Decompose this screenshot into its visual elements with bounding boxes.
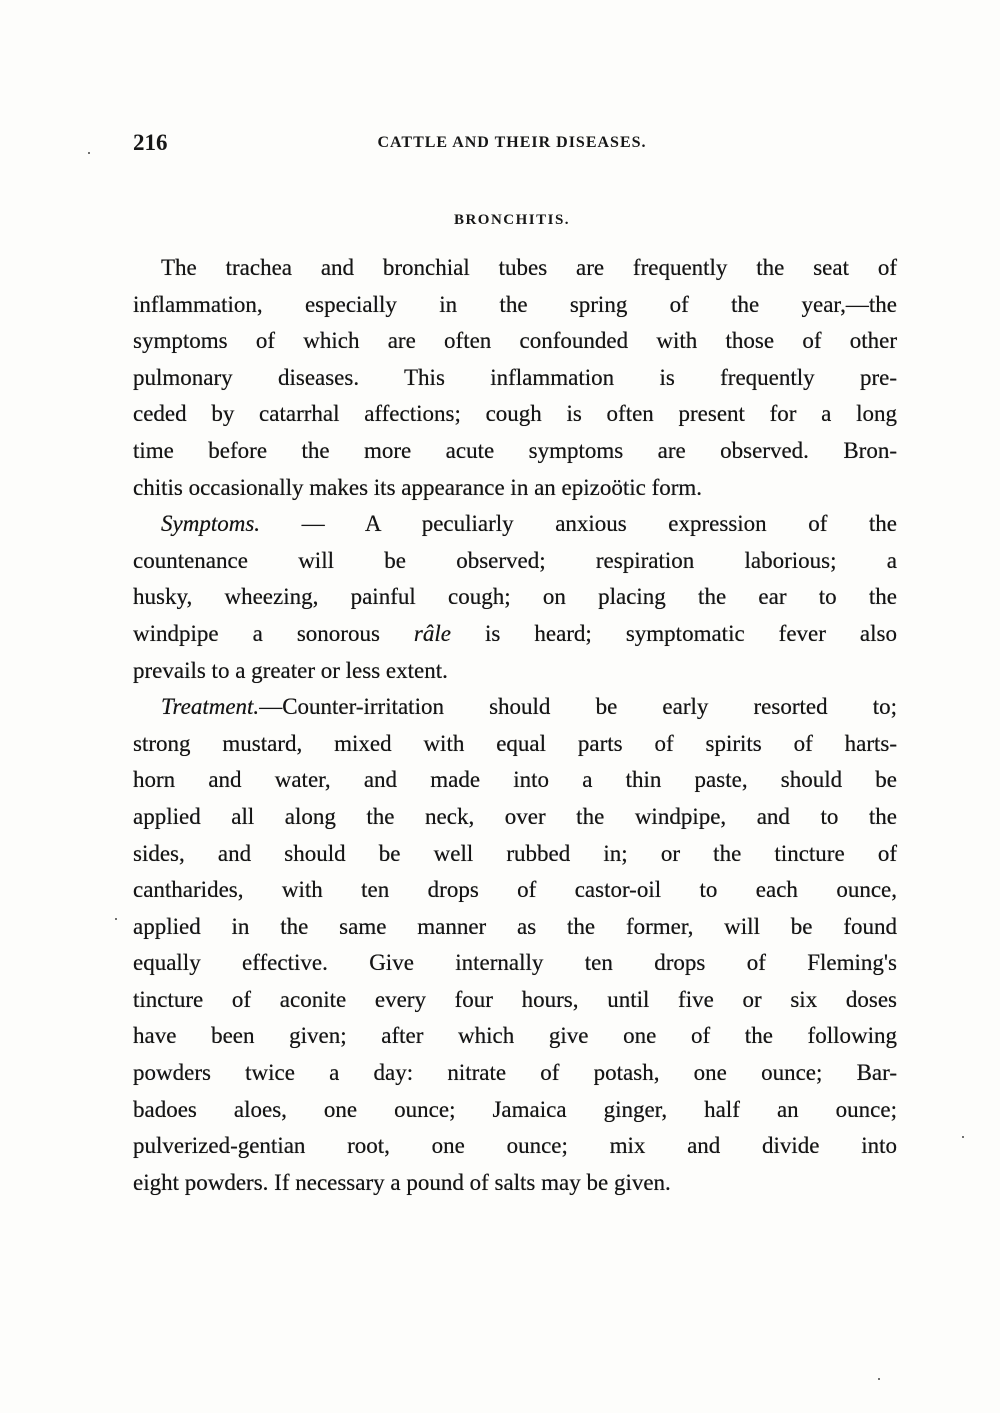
- text-segment: have been given; after which give one of the following: [133, 1023, 897, 1049]
- text-line: [133, 1092, 897, 1129]
- scan-speck: [878, 1378, 880, 1380]
- text-segment: husky, wheezing, painful cough; on placing the ear to the: [133, 584, 897, 610]
- text-segment: horn and water, and made into a thin paste, should be: [133, 767, 897, 793]
- text-line: [133, 323, 897, 360]
- text-segment: badoes aloes, one ounce; Jamaica ginger, half an ounce;: [133, 1096, 897, 1122]
- text-segment: sides, and should be well rubbed in; or the tincture of: [133, 840, 897, 866]
- text-line: [133, 1055, 897, 1092]
- text-segment: — A peculiarly anxious expression of the: [260, 511, 897, 537]
- text-segment: pulmonary diseases. This inflammation is frequently pre-: [133, 364, 897, 390]
- text-line: [133, 1128, 897, 1165]
- text-line: [133, 396, 897, 433]
- scan-speck: [962, 1136, 964, 1138]
- text-segment: tincture of aconite every four hours, until five or six doses: [133, 986, 897, 1012]
- text-segment: is heard; symptomatic fever also: [450, 620, 897, 646]
- italic-text: râle: [413, 620, 451, 646]
- text-line: [133, 1165, 897, 1202]
- text-line: [133, 250, 897, 287]
- text-line: [133, 726, 897, 763]
- text-line: [133, 945, 897, 982]
- text-segment: inflammation, especially in the spring of the year,—the: [133, 291, 897, 317]
- text-line: [133, 1018, 897, 1055]
- text-segment: equally effective. Give internally ten drops of Fleming's: [133, 950, 897, 976]
- text-line: [133, 689, 897, 726]
- text-line: [133, 616, 897, 653]
- text-line: [133, 872, 897, 909]
- text-segment: countenance will be observed; respiration laborious; a: [133, 547, 897, 573]
- text-segment: time before the more acute symptoms are observed. Bron-: [133, 437, 897, 463]
- text-line: [133, 470, 897, 507]
- text-line: [133, 836, 897, 873]
- scan-speck: [88, 152, 90, 154]
- text-segment: applied all along the neck, over the windpipe, and to the: [133, 803, 897, 829]
- text-segment: —Counter-irritation should be early resorted to;: [259, 694, 897, 720]
- text-segment: strong mustard, mixed with equal parts of spirits of harts-: [133, 730, 897, 756]
- text-line: [133, 287, 897, 324]
- text-segment: The trachea and bronchial tubes are frequently the seat of: [161, 255, 897, 280]
- text-line: [133, 799, 897, 836]
- text-segment: symptoms of which are often confounded with those of other: [133, 328, 897, 354]
- running-head: CATTLE AND THEIR DISEASES.: [377, 134, 647, 151]
- text-segment: applied in the same manner as the former, will be found: [133, 913, 897, 939]
- text-line: [133, 433, 897, 470]
- page-number: 216: [133, 130, 168, 155]
- text-segment: chitis occasionally makes its appearance in an epizoötic form.: [133, 474, 703, 500]
- italic-text: Symptoms.: [161, 511, 261, 537]
- body-text: [133, 250, 897, 1201]
- text-line: [133, 543, 897, 580]
- text-line: [133, 653, 897, 690]
- text-segment: pulverized-gentian root, one ounce; mix and divide into: [133, 1133, 897, 1159]
- text-segment: windpipe a sonorous: [133, 620, 414, 646]
- text-line: [133, 579, 897, 616]
- text-line: [133, 506, 897, 543]
- italic-text: Treatment.: [161, 694, 260, 720]
- text-line: [133, 360, 897, 397]
- text-segment: prevails to a greater or less extent.: [133, 657, 448, 683]
- text-line: [133, 762, 897, 799]
- scan-speck: [115, 918, 117, 920]
- text-segment: powders twice a day: nitrate of potash, one ounce; Bar-: [133, 1060, 897, 1086]
- section-heading: BRONCHITIS.: [453, 212, 571, 228]
- text-segment: cantharides, with ten drops of castor-oil to each ounce,: [133, 877, 897, 903]
- text-segment: eight powders. If necessary a pound of salts may be given.: [133, 1169, 671, 1195]
- text-segment: ceded by catarrhal affections; cough is often present for a long: [133, 401, 897, 427]
- text-line: [133, 909, 897, 946]
- text-line: [133, 982, 897, 1019]
